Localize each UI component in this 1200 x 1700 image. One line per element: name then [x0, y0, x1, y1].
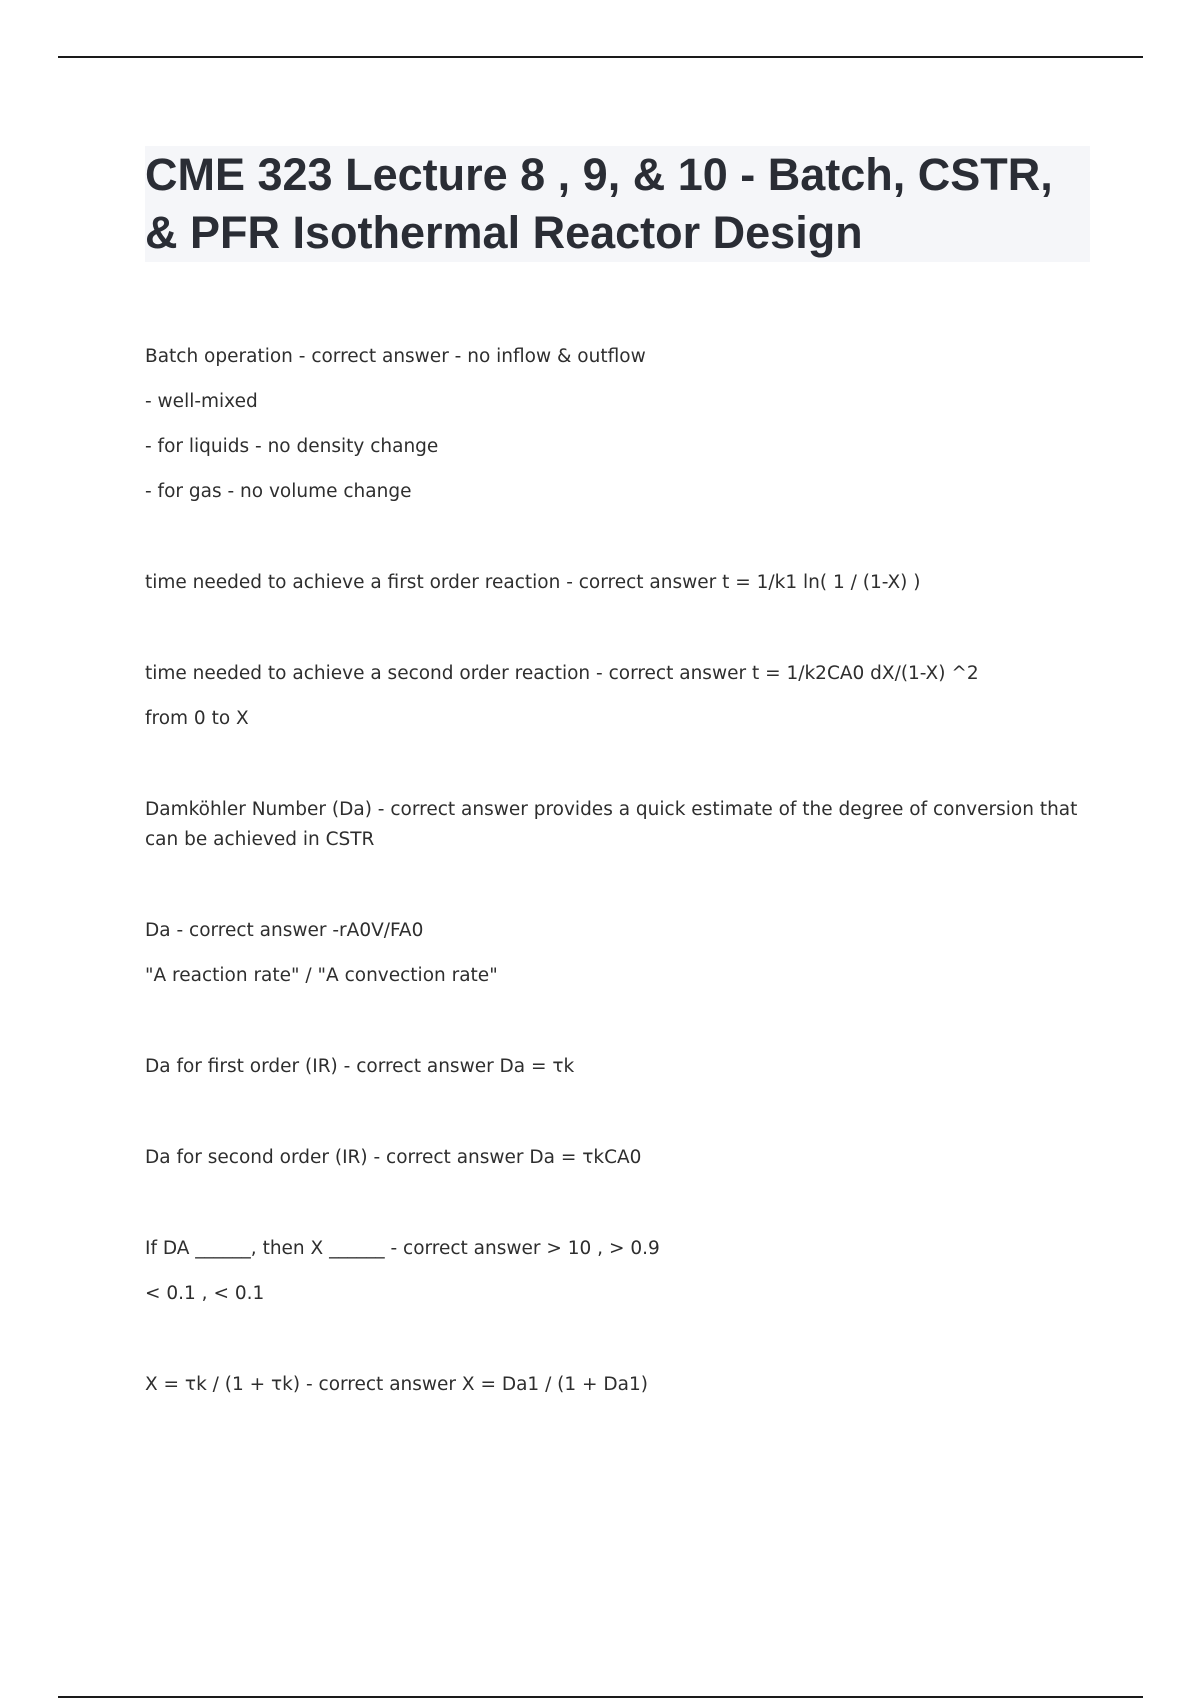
- card-first-order-time: [145, 568, 1095, 598]
- card-damkohler-number: [145, 795, 1095, 855]
- card-line: Damköhler Number (Da) - correct answer provides a quick estimate of the degree of conversion that can be achieved in CSTR: [145, 799, 1084, 850]
- card-da-definition: [145, 916, 1095, 991]
- card-line: time needed to achieve a first order reaction - correct answer t = 1/k1 ln( 1 / (1-X) ): [145, 572, 921, 593]
- title-highlight: [145, 146, 1090, 262]
- card-line: - for gas - no volume change: [145, 481, 412, 502]
- card-line: Da - correct answer -rA0V/FA0: [145, 920, 424, 941]
- card-line: from 0 to X: [145, 708, 249, 729]
- flashcard-list: [145, 342, 1095, 1400]
- card-da-thresholds: [145, 1234, 1095, 1309]
- card-conversion-equation: [145, 1370, 1095, 1400]
- bottom-rule: [58, 1696, 1143, 1698]
- card-da-first-order: [145, 1052, 1095, 1082]
- card-line: Da for first order (IR) - correct answer Da = τk: [145, 1056, 575, 1077]
- card-line: Batch operation - correct answer - no inflow & outflow: [145, 346, 646, 367]
- card-second-order-time: [145, 659, 1095, 734]
- card-line: X = τk / (1 + τk) - correct answer X = Da1 / (1 + Da1): [145, 1374, 648, 1395]
- card-line: time needed to achieve a second order reaction - correct answer t = 1/k2CA0 dX/(1-X) ^2: [145, 663, 979, 684]
- top-rule: [58, 56, 1143, 58]
- card-batch-operation: [145, 342, 1095, 507]
- card-line: If DA ______, then X ______ - correct answer > 10 , > 0.9: [145, 1238, 660, 1259]
- card-line: Da for second order (IR) - correct answer Da = τkCA0: [145, 1147, 642, 1168]
- card-line: - for liquids - no density change: [145, 436, 439, 457]
- card-line: - well-mixed: [145, 391, 258, 412]
- card-line: < 0.1 , < 0.1: [145, 1283, 265, 1304]
- card-da-second-order: [145, 1143, 1095, 1173]
- card-line: "A reaction rate" / "A convection rate": [145, 965, 498, 986]
- page-title: CME 323 Lecture 8 , 9, & 10 - Batch, CSTR, & PFR Isothermal Reactor Design: [145, 149, 1053, 258]
